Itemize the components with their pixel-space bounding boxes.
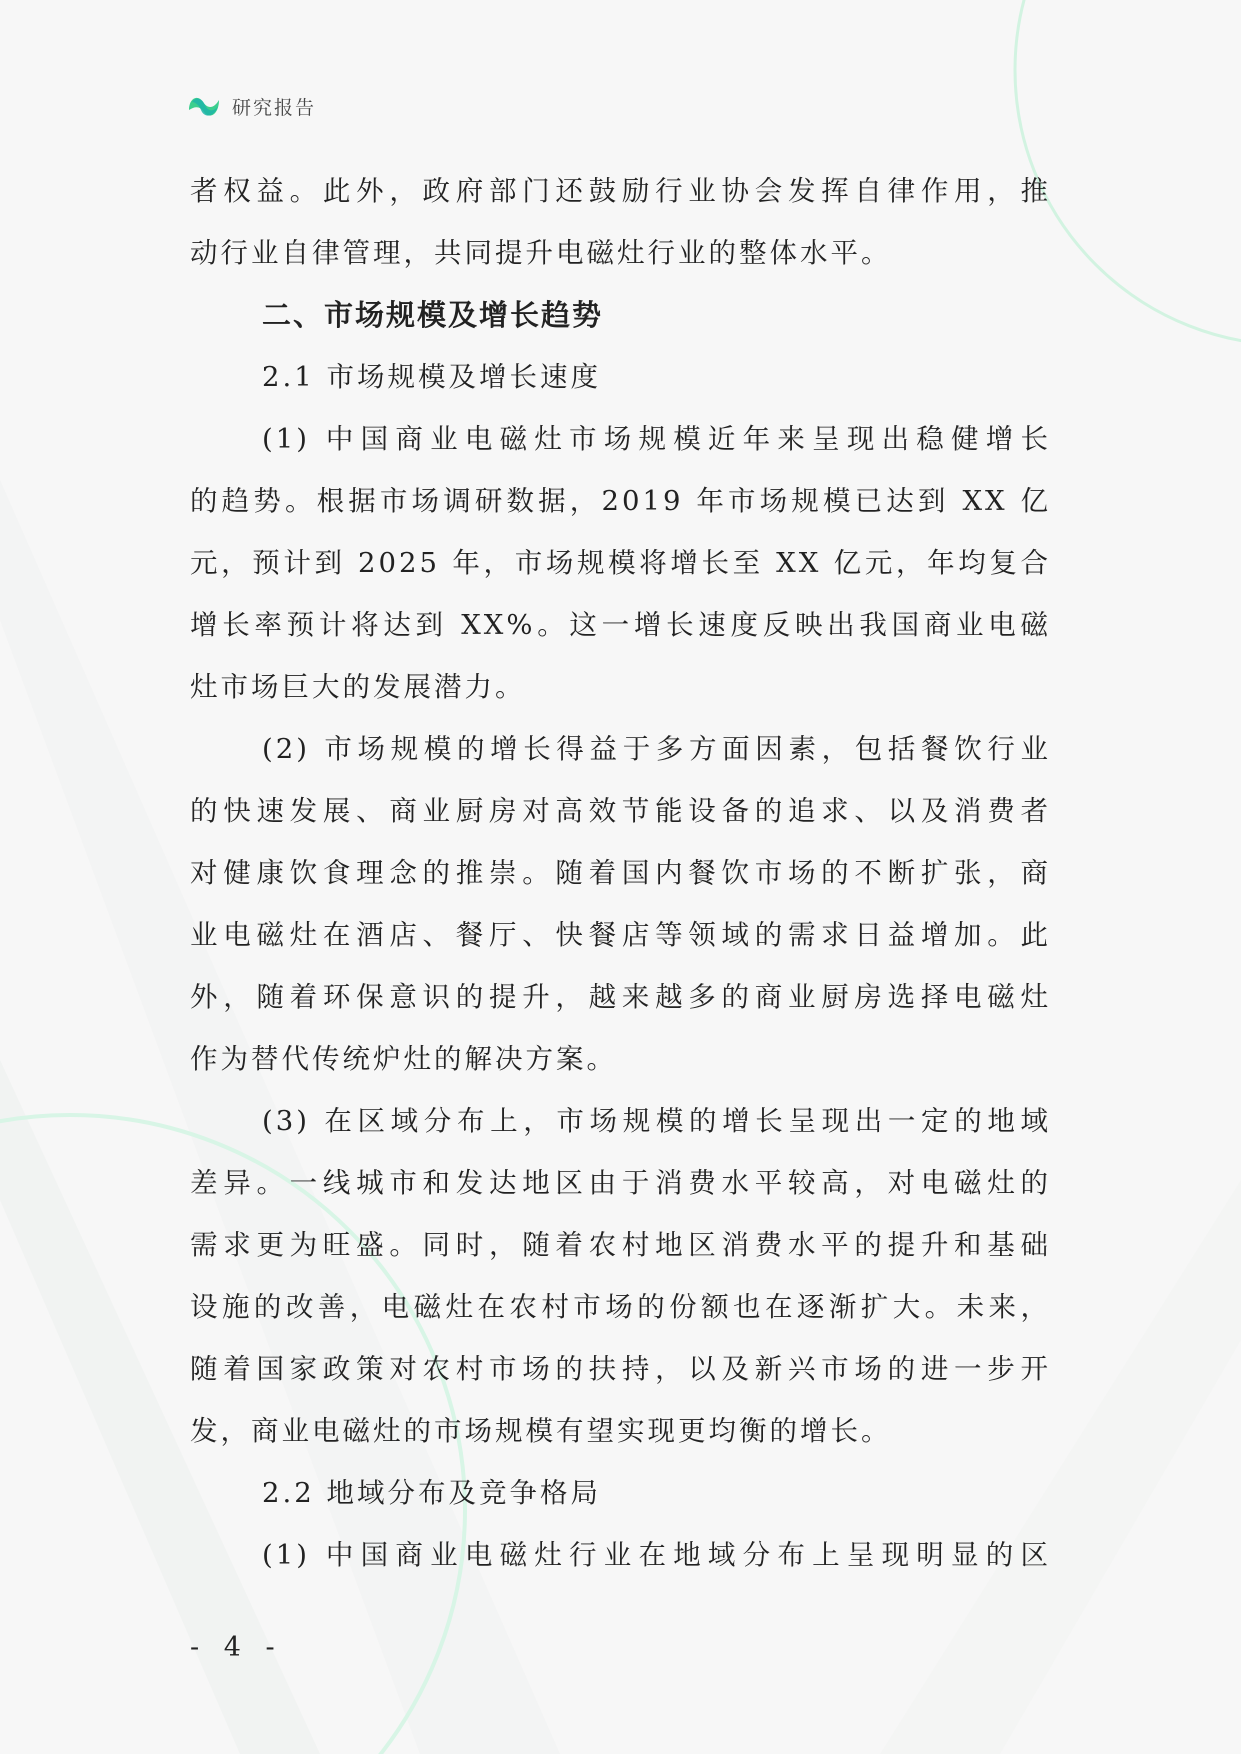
- brand-logo-icon: [186, 88, 222, 124]
- paragraph-line: (3) 在区域分布上，市场规模的增长呈现出一定的地域: [262, 1105, 1051, 1137]
- paragraph-line: (1) 中国商业电磁灶市场规模近年来呈现出稳健增长: [262, 423, 1051, 455]
- paragraph-line: 发，商业电磁灶的市场规模有望实现更均衡的增长。: [190, 1415, 892, 1447]
- report-header: [186, 88, 316, 124]
- continued-paragraph-line: 动行业自律管理，共同提升电磁灶行业的整体水平。: [190, 237, 892, 269]
- document-body: [190, 160, 1051, 1586]
- paragraph-line: 业电磁灶在酒店、餐厅、快餐店等领域的需求日益增加。此: [190, 919, 1051, 951]
- paragraph-line: 作为替代传统炉灶的解决方案。: [190, 1043, 617, 1075]
- header-title: 研究报告: [232, 96, 317, 119]
- page-number: - 4 -: [190, 1632, 283, 1663]
- paragraph-line: (1) 中国商业电磁灶行业在地域分布上呈现明显的区: [262, 1539, 1051, 1571]
- subsection-heading: 2.2 地域分布及竞争格局: [262, 1477, 601, 1509]
- paragraph-line: 设施的改善，电磁灶在农村市场的份额也在逐渐扩大。未来，: [190, 1291, 1051, 1323]
- paragraph-line: 的趋势。根据市场调研数据，2019 年市场规模已达到 XX 亿: [190, 485, 1051, 517]
- paragraph-line: 差异。一线城市和发达地区由于消费水平较高，对电磁灶的: [190, 1167, 1051, 1199]
- paragraph-line: 随着国家政策对农村市场的扶持，以及新兴市场的进一步开: [190, 1353, 1051, 1385]
- paragraph-line: 元，预计到 2025 年，市场规模将增长至 XX 亿元，年均复合: [190, 547, 1051, 579]
- paragraph-line: 的快速发展、商业厨房对高效节能设备的追求、以及消费者: [190, 795, 1051, 827]
- paragraph-line: (2) 市场规模的增长得益于多方面因素，包括餐饮行业: [262, 733, 1051, 765]
- continued-paragraph-line: 者权益。此外，政府部门还鼓励行业协会发挥自律作用，推: [190, 175, 1051, 207]
- paragraph-line: 需求更为旺盛。同时，随着农村地区消费水平的提升和基础: [190, 1229, 1051, 1261]
- subsection-heading: 2.1 市场规模及增长速度: [262, 361, 601, 393]
- section-heading: 二、市场规模及增长趋势: [262, 298, 604, 332]
- paragraph-line: 外，随着环保意识的提升，越来越多的商业厨房选择电磁灶: [190, 981, 1051, 1013]
- paragraph-line: 对健康饮食理念的推崇。随着国内餐饮市场的不断扩张，商: [190, 857, 1051, 889]
- paragraph-line: 增长率预计将达到 XX%。这一增长速度反映出我国商业电磁: [190, 609, 1051, 641]
- paragraph-line: 灶市场巨大的发展潜力。: [190, 671, 526, 703]
